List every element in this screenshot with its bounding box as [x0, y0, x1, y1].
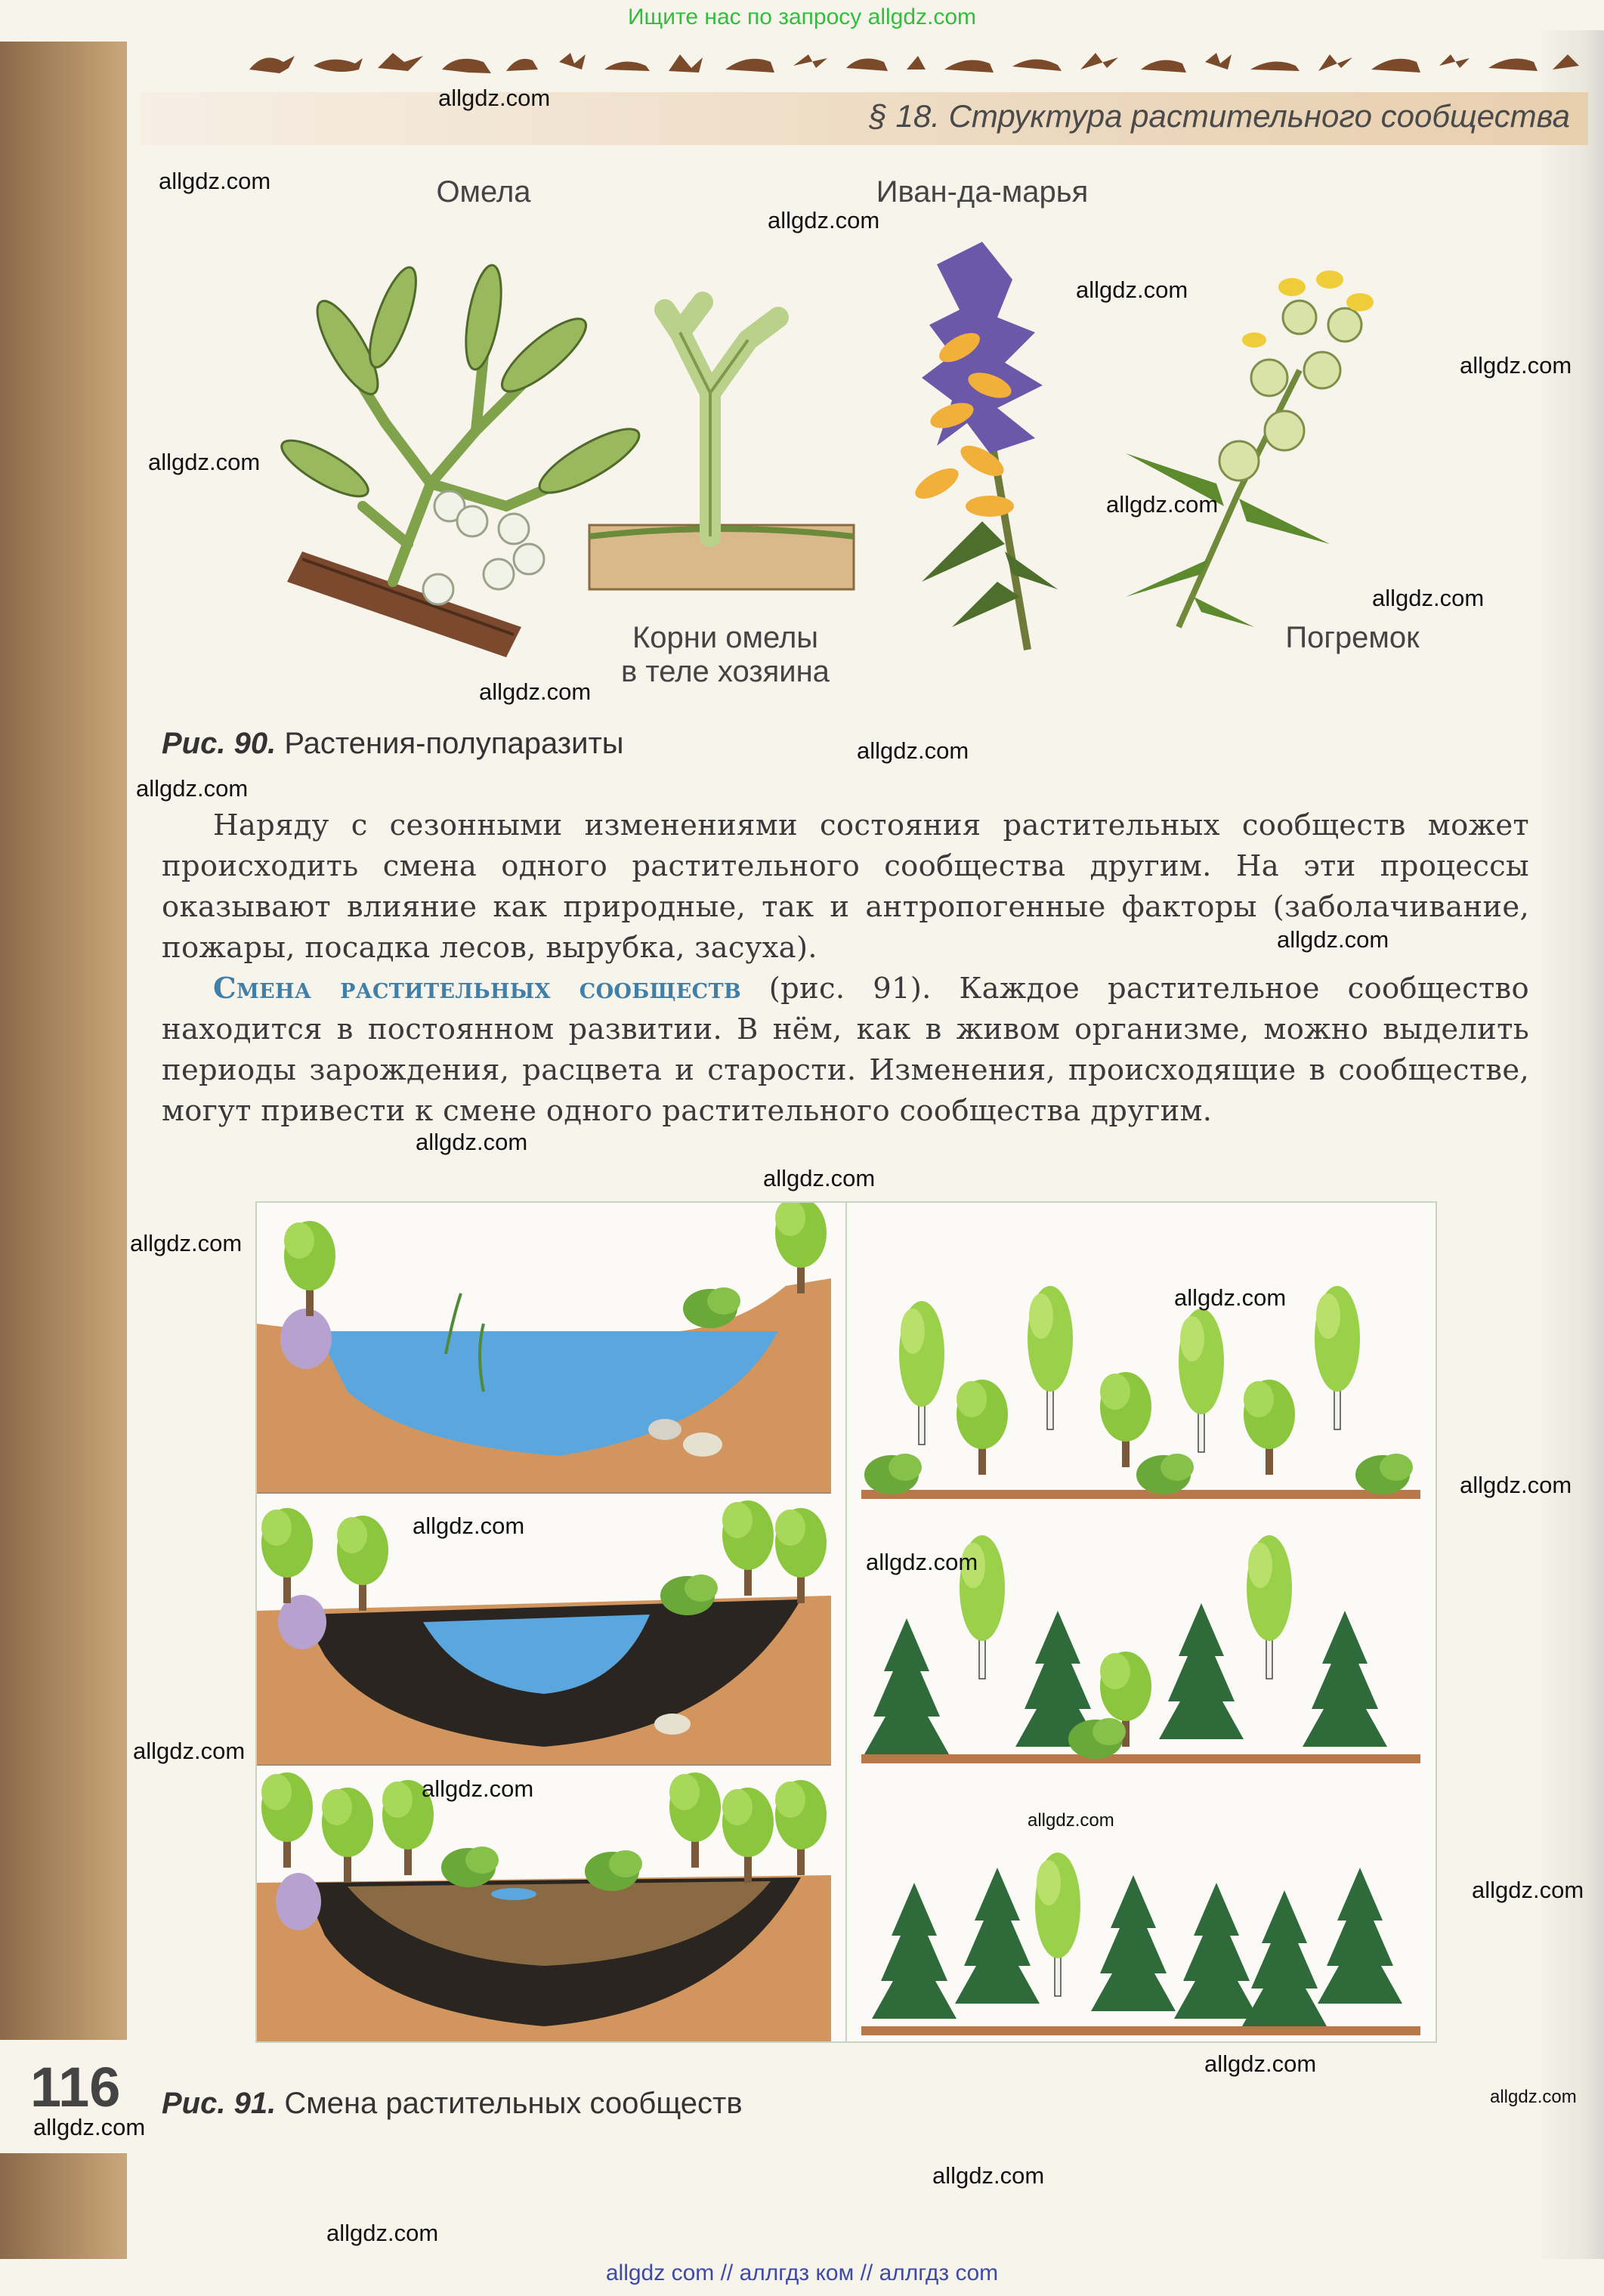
mistletoe-illustration: [275, 262, 647, 657]
label-roots-line2: в теле хозяина: [621, 655, 830, 688]
pogremok-illustration: [1126, 270, 1374, 627]
ivan-da-marya-illustration: [910, 242, 1058, 650]
watermark: allgdz.com: [1490, 2087, 1577, 2107]
watermark: allgdz.com: [416, 1129, 528, 1155]
lake-stage-2: [257, 1494, 831, 1766]
watermark: allgdz.com: [768, 207, 880, 233]
forest-stage-3: [861, 1853, 1420, 2035]
watermark: allgdz.com: [1174, 1284, 1287, 1311]
section-header: [140, 92, 1588, 145]
watermark: allgdz.com: [1460, 352, 1572, 379]
watermark: allgdz.com: [130, 1230, 243, 1256]
watermark: allgdz.com: [438, 85, 551, 111]
figure-90-title: Растения-полупаразиты: [276, 727, 624, 760]
term-highlight: Смена растительных сообществ: [213, 972, 741, 1006]
watermark: allgdz.com: [1372, 585, 1485, 611]
watermark: allgdz.com: [1472, 1877, 1584, 1903]
animal-silhouette-strip: [242, 39, 1587, 85]
figure-91-caption: [162, 2087, 743, 2121]
label-pogremok: Погремок: [1285, 621, 1420, 654]
watermark: allgdz.com: [1028, 1810, 1114, 1831]
paragraph-2: [162, 969, 1529, 1132]
lake-stage-1: [257, 1203, 831, 1494]
book-spine: [0, 42, 127, 2259]
watermark: allgdz.com: [1460, 1472, 1572, 1498]
watermark: allgdz.com: [136, 775, 249, 802]
section-title: § 18. Структура растительного сообщества: [869, 98, 1570, 134]
label-mistletoe-roots: [597, 621, 854, 689]
watermark: allgdz.com: [422, 1775, 534, 1802]
label-ivan-da-marya: Иван-да-марья: [876, 175, 1089, 209]
watermark: allgdz.com: [857, 737, 969, 764]
watermark: allgdz.com: [866, 1549, 978, 1575]
label-roots-line1: Корни омелы: [632, 621, 819, 654]
watermark: allgdz.com: [159, 168, 271, 194]
bottom-banner[interactable]: allgdz com // аллгдз ком // аллгдз com: [605, 2260, 999, 2285]
watermark: allgdz.com: [33, 2114, 146, 2140]
top-banner[interactable]: Ищите нас по запросу allgdz.com: [627, 5, 977, 29]
forest-stage-1: [861, 1286, 1420, 1499]
watermark: allgdz.com: [413, 1513, 525, 1539]
label-omela: Омела: [436, 175, 531, 209]
body-text: [162, 805, 1529, 1132]
watermark: allgdz.com: [1277, 926, 1389, 953]
figure-91-number: Рис. 91.: [162, 2087, 277, 2120]
watermark: allgdz.com: [133, 1738, 246, 1764]
watermark: allgdz.com: [932, 2162, 1045, 2189]
figure-91-title: Смена растительных сообществ: [276, 2087, 743, 2120]
figure-90-caption: [162, 727, 624, 761]
watermark: allgdz.com: [1106, 491, 1219, 518]
paragraph-1: Наряду с сезонными изменениями состояния растительных сообществ может происходить смена одного растительного сообщества другим. На эти процессы оказывают влияние как природные, так и антропогенные факторы (заболачивание, пожары, посадка лесов, вырубка, засуха).: [162, 808, 1529, 965]
lake-stage-3: [257, 1766, 831, 2041]
watermark: allgdz.com: [1076, 277, 1188, 303]
figure-90-number: Рис. 90.: [162, 727, 277, 760]
page-number: 116: [30, 2056, 121, 2118]
watermark: allgdz.com: [148, 449, 261, 475]
watermark: allgdz.com: [479, 678, 592, 705]
paragraph-2-text: (рис. 91). Каждое растительное сообщество находится в постоянном развитии. В нём, как в живом организме, можно выделить периоды зарождения, расцвета и старости. Изменения, происходящие в сообществе, могут привести к смене одного растительного сообщества другим.: [162, 972, 1529, 1128]
watermark: allgdz.com: [1204, 2050, 1317, 2077]
figure-91-illustration: [255, 1201, 1437, 2043]
watermark: allgdz.com: [326, 2220, 439, 2246]
watermark: allgdz.com: [763, 1165, 876, 1191]
